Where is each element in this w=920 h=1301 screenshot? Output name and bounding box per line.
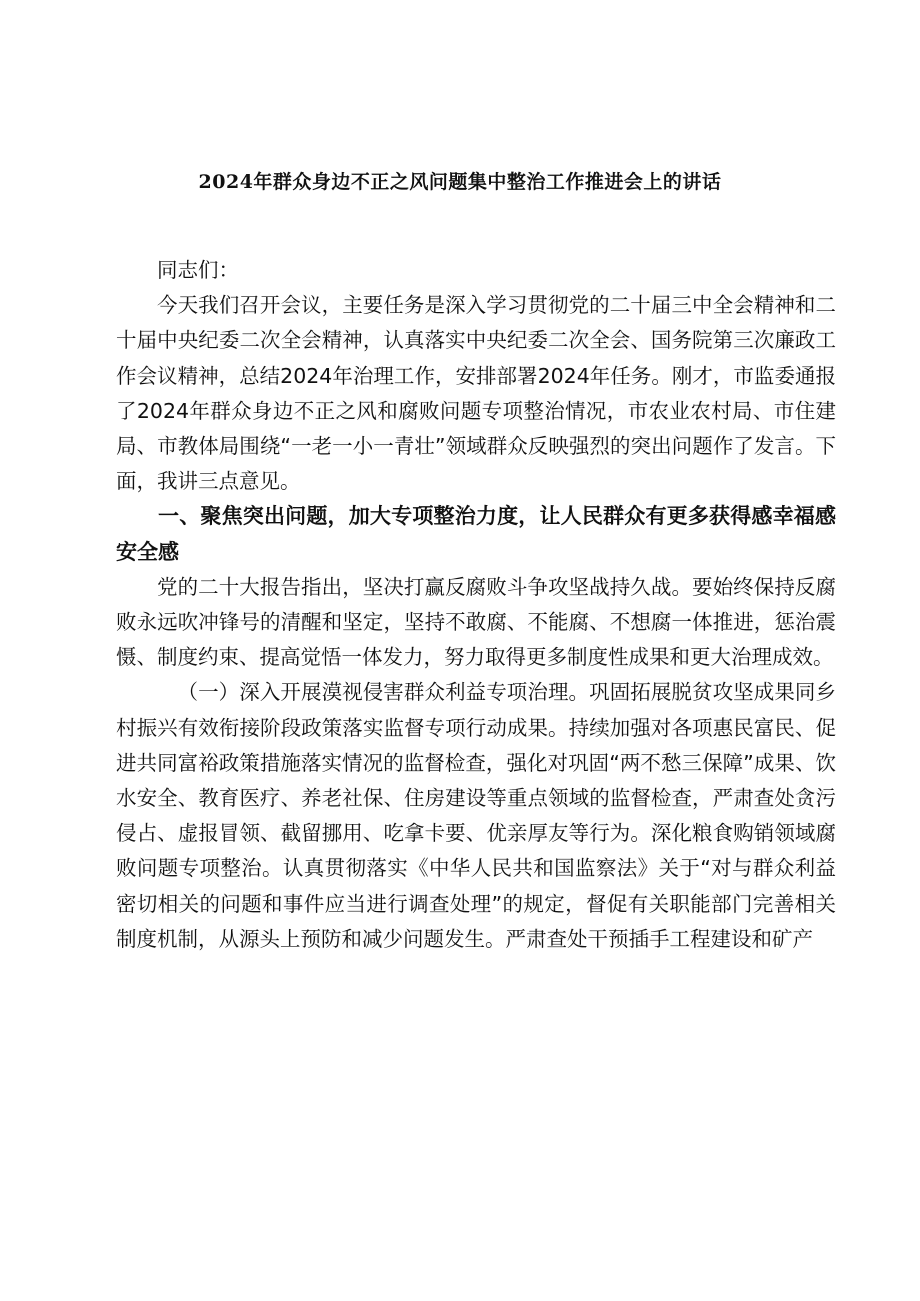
paragraph-intro: 今天我们召开会议，主要任务是深入学习贯彻党的二十届三中全会精神和二十届中央纪委二次全会精神，认真落实中央纪委二次全会、国务院第三次廉政工作会议精神，总结2024年治理工作，安排部署2024年任务。刚才，市监委通报了2024年群众身边不正之风和腐败问题专项整治情况，市农业农村局、市住建局、市教体局围绕“一老一小一青壮”领域群众反映强烈的突出问题作了发言。下面，我讲三点意见。 — [116, 293, 836, 494]
paragraph-subsection-1: （一）深入开展漠视侵害群众利益专项治理。巩固拓展脱贫攻坚成果同乡村振兴有效衔接阶段政策落实监督专项行动成果。持续加强对各项惠民富民、促进共同富裕政策措施落实情况的监督检查，强化对巩固“两不愁三保障”成果、饮水安全、教育医疗、养老社保、住房建设等重点领域的监督检查，严肃查处贪污侵占、虚报冒领、截留挪用、吃拿卡要、优亲厚友等行为。深化粮食购销领域腐败问题专项整治。认真贯彻落实《中华人民共和国监察法》关于“对与群众利益密切相关的问题和事件应当进行调查处理”的规定，督促有关职能部门完善相关制度机制，从源头上预防和减少问题发生。严肃查处干预插手工程建设和矿产 — [116, 680, 836, 951]
document-title: 2024年群众身边不正之风问题集中整治工作推进会上的讲话 — [198, 171, 722, 193]
document-body — [116, 253, 836, 957]
section-heading-1: 一、聚焦突出问题，加大专项整治力度，让人民群众有更多获得感幸福感安全感 — [116, 504, 836, 564]
paragraph-section-1: 党的二十大报告指出，坚决打赢反腐败斗争攻坚战持久战。要始终保持反腐败永远吹冲锋号的清醒和坚定，坚持不敢腐、不能腐、不想腐一体推进，惩治震慑、制度约束、提高觉悟一体发力，努力取得更多制度性成果和更大治理成效。 — [116, 574, 836, 670]
salutation: 同志们： — [157, 258, 239, 282]
